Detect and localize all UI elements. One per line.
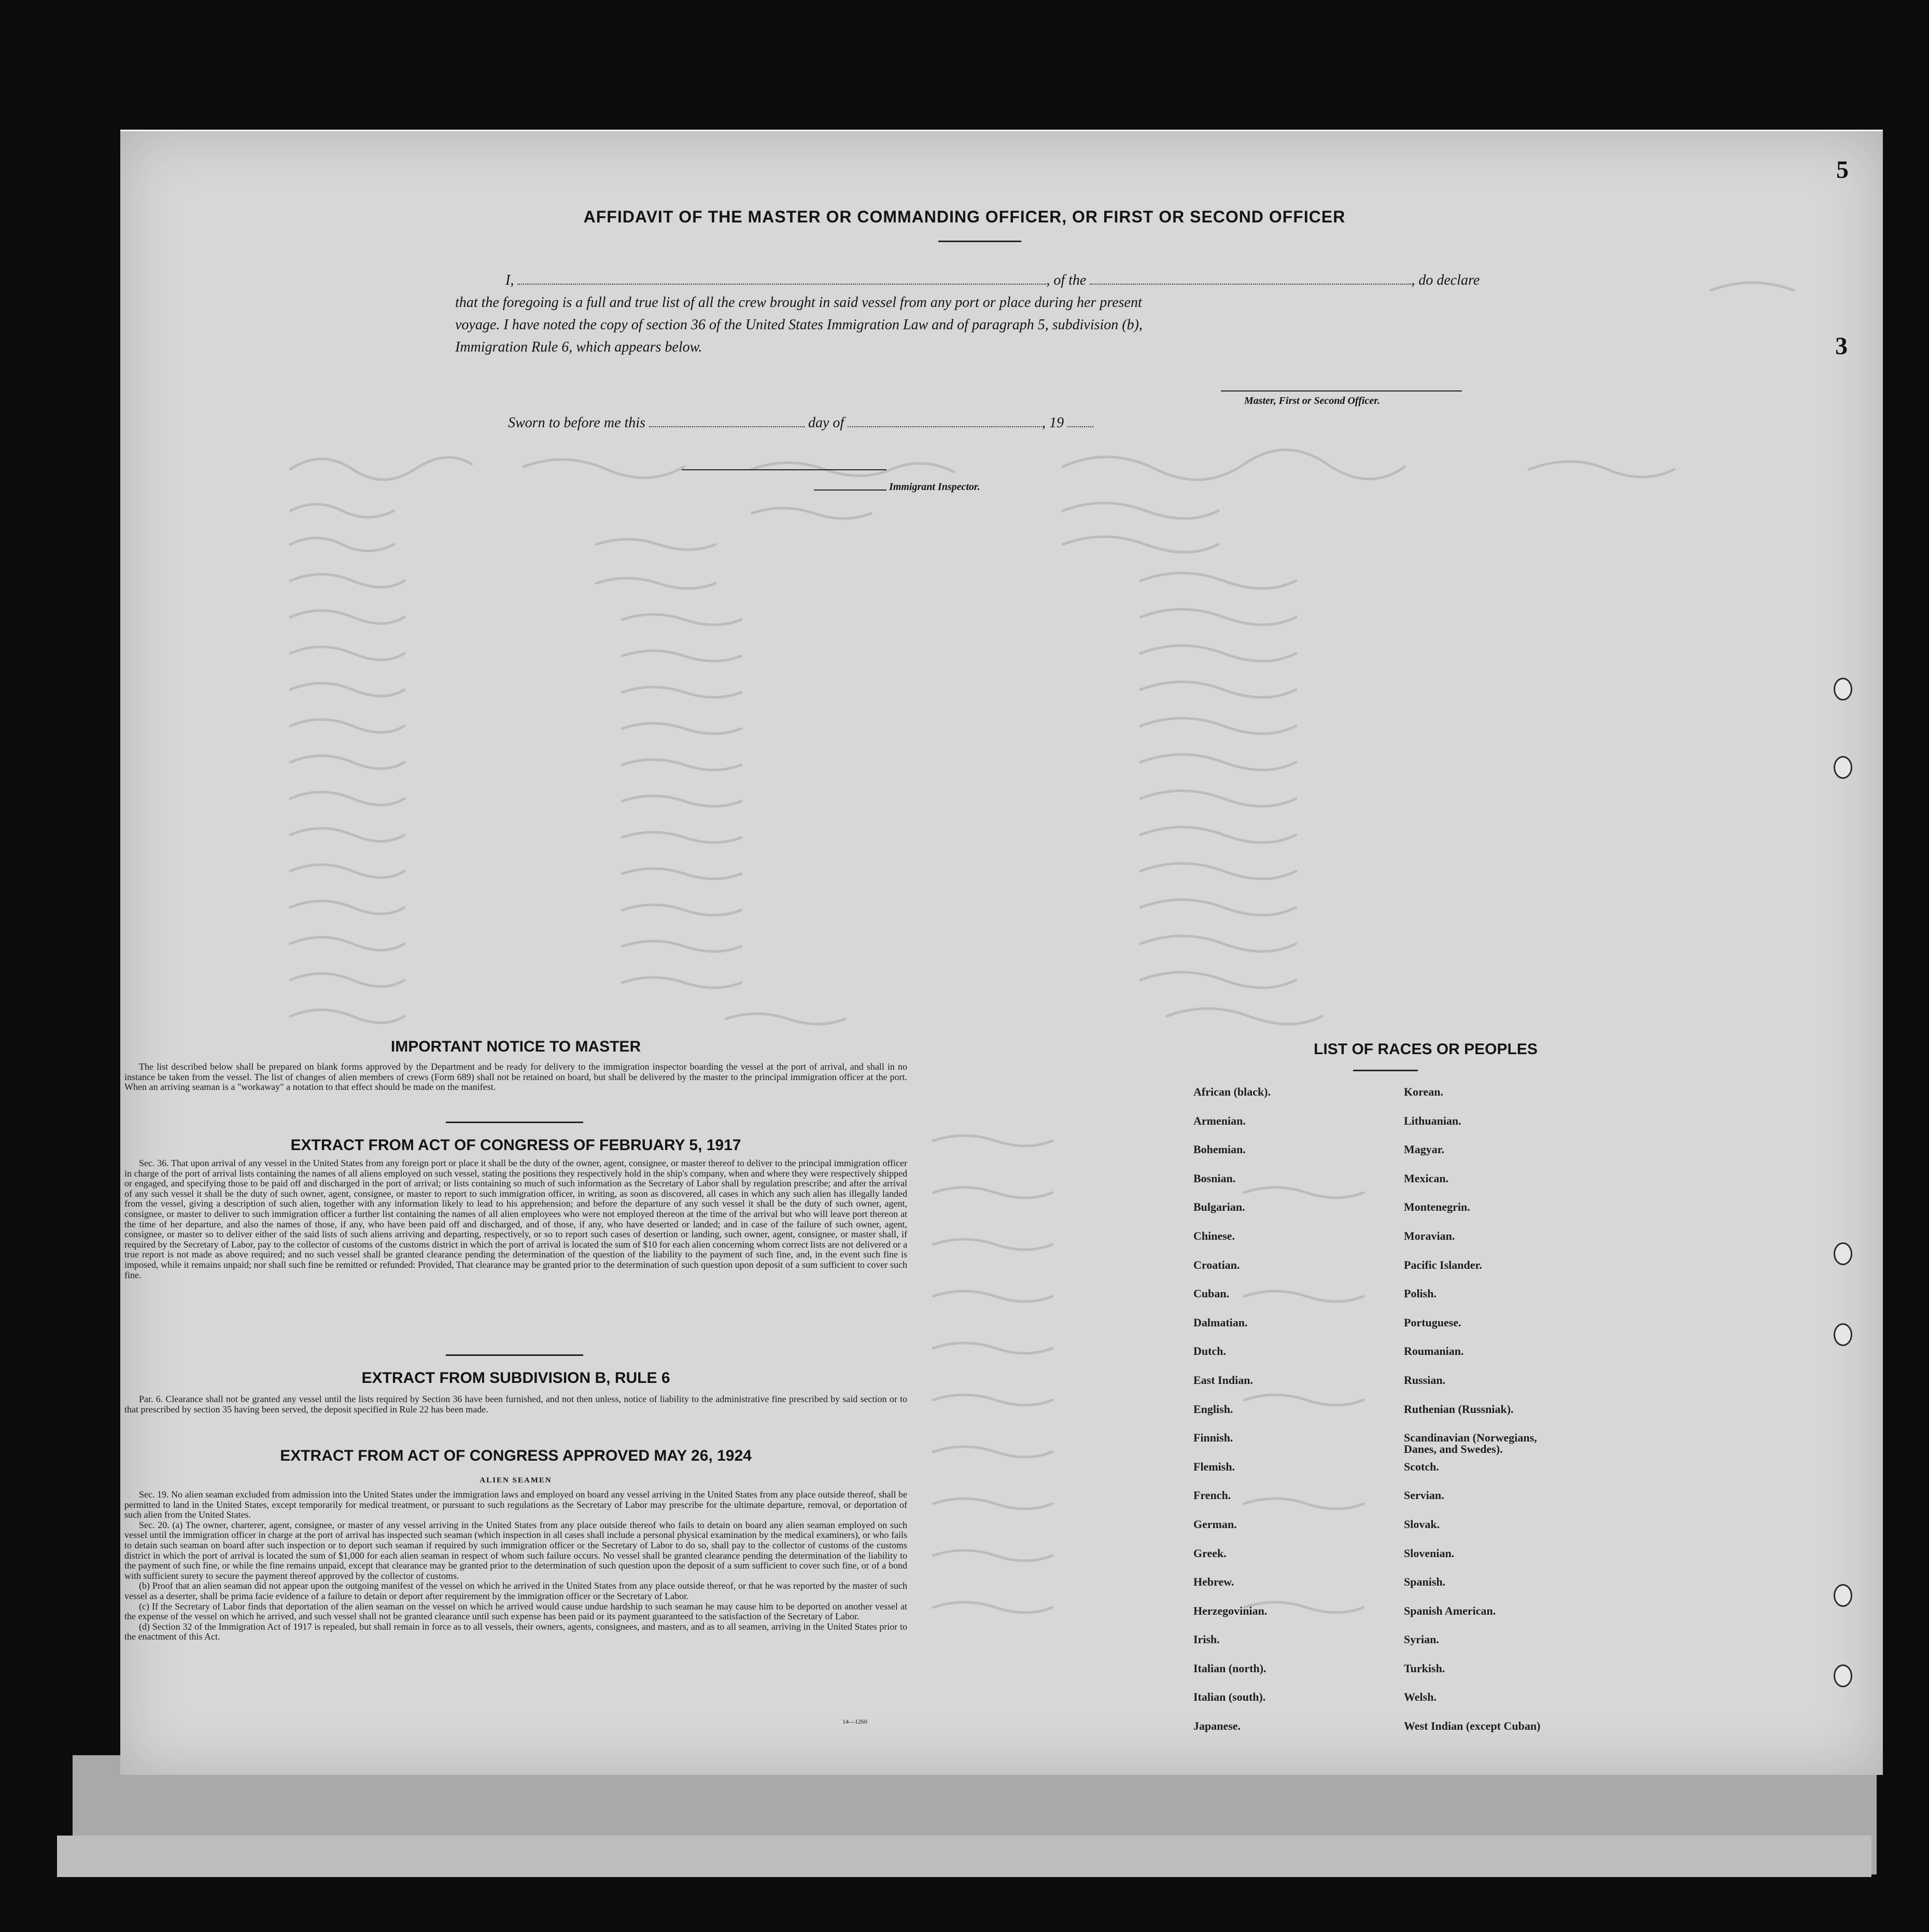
race-item: Servian. <box>1404 1489 1444 1502</box>
extract-1924-title: EXTRACT FROM ACT OF CONGRESS APPROVED MAY 26, 1924 <box>280 1447 752 1464</box>
extract-1917-text <box>124 1158 907 1280</box>
underlying-page-edge <box>57 1836 1871 1877</box>
affidavit-line-2: that the foregoing is a full and true list of all the crew brought in said vessel from any port or place during her present <box>455 295 1142 311</box>
binder-hole <box>1834 1664 1852 1687</box>
sworn-prefix: Sworn to before me this <box>508 415 645 431</box>
binder-hole <box>1834 1323 1852 1346</box>
race-item: Pacific Islander. <box>1404 1258 1482 1271</box>
binder-hole <box>1834 756 1852 779</box>
notice-title: IMPORTANT NOTICE TO MASTER <box>390 1038 641 1055</box>
extract-1917-title: EXTRACT FROM ACT OF CONGRESS OF FEBRUARY 5, 1917 <box>290 1137 741 1154</box>
form-number: 14—1260 <box>842 1718 867 1725</box>
races-left-column <box>1193 1086 1380 1749</box>
race-item: Scandinavian (Norwegians, Danes, and Swedes). <box>1404 1431 1537 1456</box>
section-rule <box>446 1354 583 1356</box>
race-item: French. <box>1193 1489 1231 1502</box>
subsection-b-paragraph: (b) Proof that an alien seaman did not appear upon the outgoing manifest of the vessel on which he arrived in the United States from any place outside thereof, or that he was reported by the master of such vessel as a deserter, shall be prima facie evidence of a failure to detain or deport after requirement by the immigration officer or the Secretary of Labor. <box>124 1580 907 1601</box>
subsection-c-paragraph: (c) If the Secretary of Labor finds that deportation of the alien seaman on the vessel on which he arrived would cause undue hardship to such seaman he may cause him to be deported on another vessel at the expense of the vessel on which he arrived, and such vessel shall not be granted clearance until such expense has been paid or its payment guaranteed to the satisfaction of the Secretary of Labor. <box>124 1601 907 1622</box>
subsection-d-paragraph: (d) Section 32 of the Immigration Act of 1917 is repealed, but shall remain in force as to all vessels, their owners, agents, consignees, and masters, and as to all seamen, arriving in the United States prior to the enactment of this Act. <box>124 1621 907 1642</box>
races-rule <box>1353 1070 1418 1071</box>
affidavit-line-4: Immigration Rule 6, which appears below. <box>455 339 702 355</box>
race-item: Chinese. <box>1193 1229 1235 1242</box>
sworn-day-field[interactable] <box>649 426 805 427</box>
race-item: Flemish. <box>1193 1460 1235 1473</box>
page-number-mark: 5 <box>1836 156 1849 184</box>
race-item: Bohemian. <box>1193 1143 1246 1156</box>
race-item: Dalmatian. <box>1193 1315 1248 1329</box>
section-20-paragraph: Sec. 20. (a) The owner, charterer, agent, consignee, or master of any vessel arriving in the United States from any place outside thereof who fails to detain on board any alien seaman employed on such vessel until the immigration officer in charge at the port of arrival has inspected such seaman (which inspection in all cases shall include a personal physical examination by the medical examiners), or who fails to detain such seaman on board after such inspection or to deport such seaman if required by such immigration officer or the Secretary of Labor to do so, shall pay to the collector of customs of the customs district in which the port of arrival is located the sum of $1,000 for each alien seaman in respect of whom such failure occurs. No vessel shall be granted clearance pending the determination of the liability to the payment of such fine, or while the fine remains unpaid, except that clearance may be granted prior to the determination of such question upon the deposit of a sum sufficient to cover such fine, or of a bond with sufficient surety to secure the payment thereof approved by the collector of customs. <box>124 1519 907 1581</box>
race-item: Roumanian. <box>1404 1345 1464 1358</box>
race-item: Turkish. <box>1404 1661 1445 1675</box>
race-item: Ruthenian (Russniak). <box>1404 1402 1514 1416</box>
race-item: Bosnian. <box>1193 1171 1236 1185</box>
race-item: East Indian. <box>1193 1373 1253 1387</box>
race-item: Polish. <box>1404 1287 1437 1300</box>
race-item: Korean. <box>1404 1085 1443 1098</box>
race-item: Spanish American. <box>1404 1604 1496 1617</box>
sworn-month-field[interactable] <box>848 426 1042 427</box>
sworn-line <box>508 415 1093 431</box>
race-item: Greek. <box>1193 1546 1227 1560</box>
race-item: English. <box>1193 1402 1233 1416</box>
sworn-year: , 19 <box>1042 415 1064 431</box>
inspector-signature-line[interactable] <box>682 469 886 470</box>
race-item: Croatian. <box>1193 1258 1240 1271</box>
inspector-short-line <box>814 489 886 491</box>
affidavit-title: AFFIDAVIT OF THE MASTER OR COMMANDING OFFICER, OR FIRST OR SECOND OFFICER <box>583 207 1346 226</box>
race-item: Lithuanian. <box>1404 1114 1461 1127</box>
sworn-day-of: day of <box>808 415 844 431</box>
race-item: Slovenian. <box>1404 1546 1455 1560</box>
section-19-paragraph: Sec. 19. No alien seaman excluded from admission into the United States under the immigration laws and employed on board any vessel arriving in the United States from any place outside thereof, shall be permitted to land in the United States, except temporarily for medical treatment, or pursuant to such regulations as the Secretary of Labor may prescribe for the ultimate departure, removal, or deportation of such alien from the United States. <box>124 1489 907 1520</box>
race-item: Irish. <box>1193 1633 1220 1646</box>
notice-text <box>124 1062 907 1093</box>
race-item: Dutch. <box>1193 1345 1226 1358</box>
race-item: Moravian. <box>1404 1229 1455 1242</box>
master-signature-line[interactable] <box>1221 390 1462 391</box>
race-item: Bulgarian. <box>1193 1200 1245 1214</box>
race-item: Italian (south). <box>1193 1690 1266 1704</box>
races-right-column <box>1404 1086 1642 1749</box>
margin-number-mark: 3 <box>1835 332 1848 360</box>
races-title: LIST OF RACES OR PEOPLES <box>1314 1041 1538 1058</box>
race-item: Herzegovinian. <box>1193 1604 1268 1617</box>
binder-hole <box>1834 678 1852 701</box>
sworn-year-field[interactable] <box>1067 426 1093 427</box>
name-field[interactable] <box>517 284 1046 285</box>
race-item: Spanish. <box>1404 1575 1446 1589</box>
race-item: Mexican. <box>1404 1171 1449 1185</box>
alien-seamen-subtitle: ALIEN SEAMEN <box>480 1476 552 1485</box>
affidavit-line-3: voyage. I have noted the copy of section 36 of the United States Immigration Law and of paragraph 5, subdivision (b), <box>455 317 1143 333</box>
notice-paragraph: The list described below shall be prepared on blank forms approved by the Department and be ready for delivery to the immigration inspector boarding the vessel at the port of arrival, and shall in no instance be taken from the vessel. The list of changes of alien members of crews (Form 689) shall not be retained on board, but shall be delivered by the master to the principal immigration officer at the port. When an arriving seaman is a "workaway" a notation to that effect should be made on the manifest. <box>124 1061 907 1093</box>
affidavit-i: I, <box>505 272 514 288</box>
section-rule <box>446 1122 583 1123</box>
race-item: Japanese. <box>1193 1719 1241 1733</box>
affidavit-declare: , do declare <box>1411 272 1480 288</box>
race-item: Portuguese. <box>1404 1315 1461 1329</box>
title-rule <box>938 241 1021 242</box>
affidavit-of-the: , of the <box>1046 272 1087 288</box>
race-item: African (black). <box>1193 1085 1271 1098</box>
race-item: Montenegrin. <box>1404 1200 1470 1214</box>
binder-hole <box>1834 1242 1852 1265</box>
affidavit-line-1 <box>505 272 1480 289</box>
race-item: Cuban. <box>1193 1287 1230 1300</box>
race-item: Scotch. <box>1404 1460 1439 1473</box>
extract-1924-text <box>124 1490 907 1642</box>
paragraph-6: Par. 6. Clearance shall not be granted any vessel until the lists required by Section 36 have been furnished, and not then unless, notice of liability to the administrative fine prescribed by said section or to that prescribed by section 35 having been served, the deposit specified in Rule 22 has been made. <box>124 1394 907 1415</box>
binder-hole <box>1834 1584 1852 1607</box>
race-item: Hebrew. <box>1193 1575 1234 1589</box>
rule-6-text <box>124 1394 907 1415</box>
vessel-field[interactable] <box>1090 284 1411 285</box>
race-item: Welsh. <box>1404 1690 1437 1704</box>
race-item: Syrian. <box>1404 1633 1439 1646</box>
race-item: Slovak. <box>1404 1517 1440 1531</box>
race-item: Magyar. <box>1404 1143 1445 1156</box>
race-item: German. <box>1193 1517 1237 1531</box>
race-item: Finnish. <box>1193 1431 1233 1445</box>
race-item: Italian (north). <box>1193 1661 1266 1675</box>
master-caption: Master, First or Second Officer. <box>1244 395 1380 407</box>
inspector-caption: Immigrant Inspector. <box>889 481 980 493</box>
race-item: Russian. <box>1404 1373 1446 1387</box>
rule-6-title: EXTRACT FROM SUBDIVISION B, RULE 6 <box>361 1369 670 1387</box>
section-36-paragraph: Sec. 36. That upon arrival of any vessel in the United States from any foreign port or place it shall be the duty of the owner, agent, consignee, or master thereof to deliver to the principal immigration officer in charge of the port of arrival lists containing the names of all aliens employed on such vessel, stating the positions they respectively hold in the ship's company, when and where they were respectively shipped or engaged, and specifying those to be paid off and discharged in the port of arrival; or lists containing so much of such information as the Secretary of Labor shall by regulation prescribe; and after the arrival of any such vessel it shall be the duty of such owner, agent, consignee, or master to report to such immigration officer, in writing, as soon as discovered, all cases in which any such alien has illegally landed from the vessel, giving a description of such alien, together with any information likely to lead to his apprehension; and before the departure of any such vessel it shall be the duty of such owner, agent, consignee, or master to deliver to such immigration officer a further list containing the names of all alien employees who were not employed thereon at the time of the arrival but who will leave port thereon at the time of her departure, and also the names of those, if any, who have been paid off and discharged, and of those, if any, who have deserted or landed; and in case of the failure of such owner, agent, consignee, or master so to deliver either of the said lists of such aliens arriving and departing, respectively, or so to report such cases of desertion or landing, such owner, agent, consignee, or master shall, if required by the Secretary of Labor, pay to the collector of customs of the customs district in which the port of arrival is located the sum of $10 for each alien concerning whom correct lists are not delivered or a true report is not made as above required; and no such vessel shall be granted clearance pending the determination of the question of the liability to the payment of such fine, and, in the event such fine is imposed, while it remains unpaid; nor shall such fine be remitted or refunded: Provided, That clearance may be granted prior to the determination of such question upon deposit of a sum sufficient to cover such fine. <box>124 1158 907 1280</box>
race-item: Armenian. <box>1193 1114 1246 1127</box>
race-item: West Indian (except Cuban) <box>1404 1719 1541 1733</box>
